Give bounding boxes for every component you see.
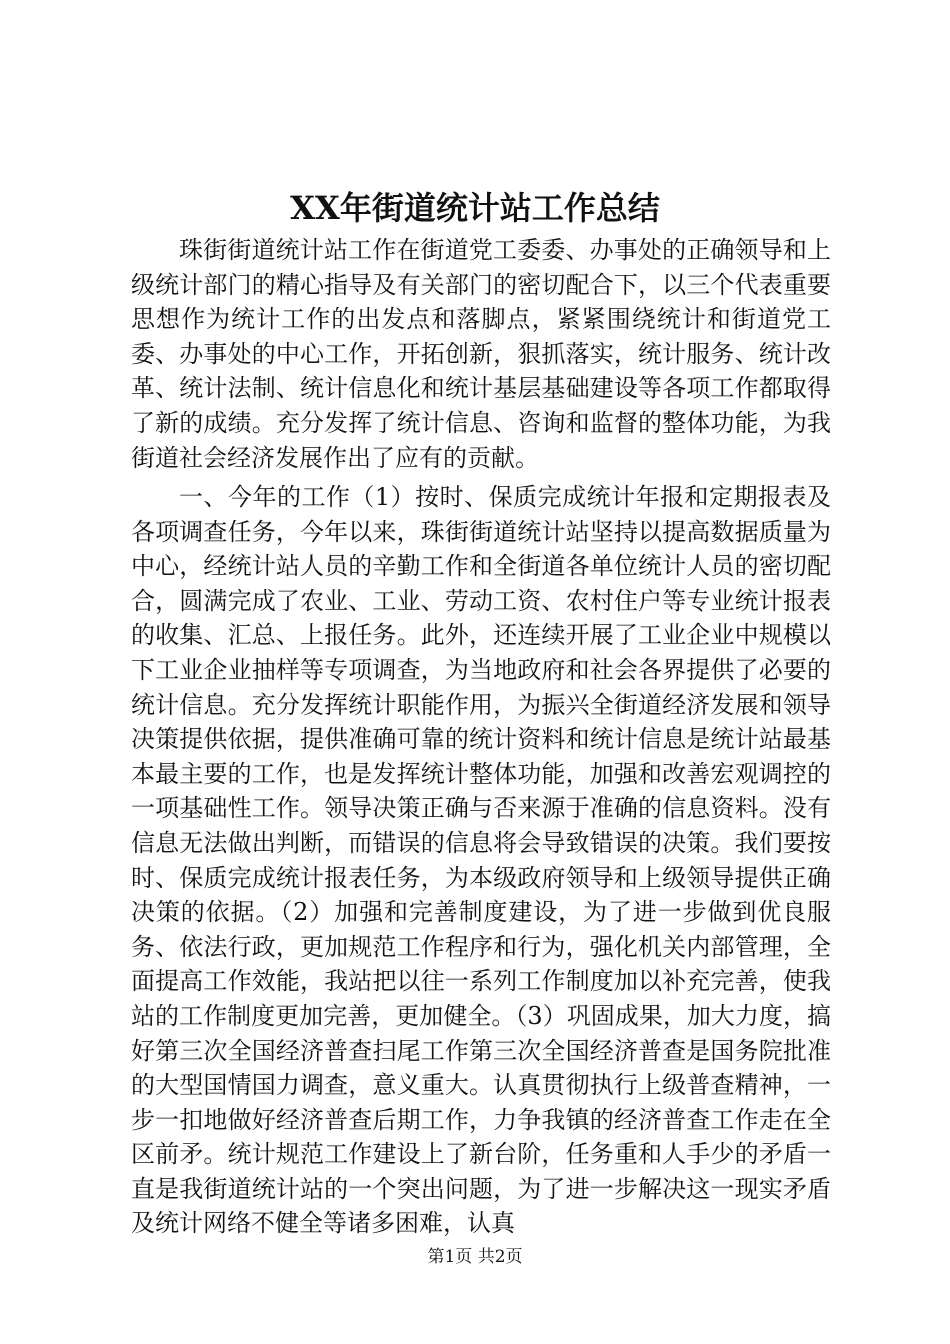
paragraph-work-summary: 一、今年的工作（1）按时、保质完成统计年报和定期报表及各项调查任务，今年以来，珠街街道统计站坚持以提高数据质量为中心，经统计站人员的辛勤工作和全街道各单位统计人员的密切配合，圆满完成了农业、工业、劳动工资、农村住户等专业统计报表的收集、汇总、上报任务。此外，还连续开展了工业企业中规模以下工业企业抽样等专项调查，为当地政府和社会各界提供了必要的统计信息。充分发挥统计职能作用，为振兴全街道经济发展和领导决策提供依据，提供准确可靠的统计资料和统计信息是统计站最基本最主要的工作，也是发挥统计整体功能，加强和改善宏观调控的一项基础性工作。领导决策正确与否来源于准确的信息资料。没有信息无法做出判断，而错误的信息将会导致错误的决策。我们要按时、保质完成统计报表任务，为本级政府领导和上级领导提供正确决策的依据。（2）加强和完善制度建设，为了进一步做到优良服务、依法行政，更加规范工作程序和行为，强化机关内部管理，全面提高工作效能，我站把以往一系列工作制度加以补充完善，使我站的工作制度更加完善，更加健全。（3）巩固成果，加大力度，搞好第三次全国经济普查扫尾工作第三次全国经济普查是国务院批准的大型国情国力调查，意义重大。认真贯彻执行上级普查精神，一步一扣地做好经济普查后期工作，力争我镇的经济普查工作走在全区前矛。统计规范工作建设上了新台阶，任务重和人手少的矛盾一直是我街道统计站的一个突出问题，为了进一步解决这一现实矛盾及统计网络不健全等诸多困难，认真 (131, 483, 831, 1238)
document-title: XX年街道统计站工作总结 (290, 189, 660, 227)
paragraph-intro: 珠街街道统计站工作在街道党工委委、办事处的正确领导和上级统计部门的精心指导及有关部门的密切配合下，以三个代表重要思想作为统计工作的出发点和落脚点，紧紧围绕统计和街道党工委、办事处的中心工作，开拓创新，狠抓落实，统计服务、统计改革、统计法制、统计信息化和统计基层基础建设等各项工作都取得了新的成绩。充分发挥了统计信息、咨询和监督的整体功能，为我街道社会经济发展作出了应有的贡献。 (131, 236, 831, 472)
page-number-footer: 第1页 共2页 (427, 1247, 523, 1267)
